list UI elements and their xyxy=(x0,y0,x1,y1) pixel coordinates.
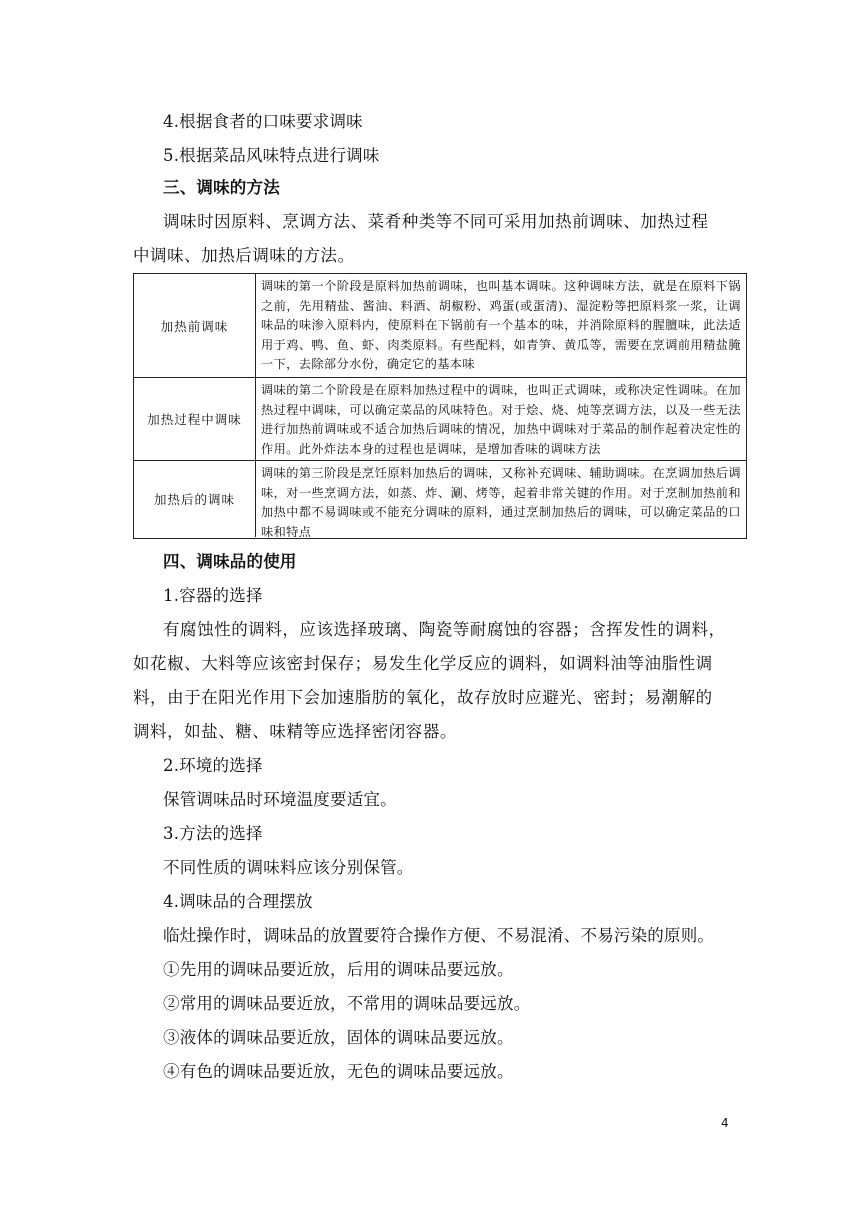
rule-item: ②常用的调味品要近放，不常用的调味品要远放。 xyxy=(163,994,531,1013)
paragraph-line: 如花椒、大料等应该密封保存；易发生化学反应的调料，如调料油等油脂性调 xyxy=(133,654,713,673)
method-name-cell: 加热前调味 xyxy=(134,274,256,377)
table-row xyxy=(134,377,746,460)
method-desc-cell: 调味的第二个阶段是在原料加热过程中的调味，也叫正式调味，或称决定性调味。在加热过程中调味，可以确定菜品的风味特色。对于烩、烧、炖等烹调方法，以及一些无法进行加热前调味或不适合加热后调味的情况，加热中调味对于菜品的制作起着决定性的作用。此外炸法本身的过程也是调味，是增加香味的调味方法 xyxy=(261,383,741,456)
section-heading: 四、调味品的使用 xyxy=(163,552,297,571)
paragraph-line: 中调味、加热后调味的方法。 xyxy=(133,246,355,265)
table-row xyxy=(134,274,746,377)
paragraph-line: 保管调味品时环境温度要适宜。 xyxy=(163,790,397,809)
paragraph-line: 不同性质的调味料应该分别保管。 xyxy=(163,858,414,877)
method-desc-cell: 调味的第一个阶段是原料加热前调味，也叫基本调味。这种调味方法，就是在原料下锅之前，先用精盐、酱油、料酒、胡椒粉、鸡蛋(或蛋清)、湿淀粉等把原料浆一浆，让调味品的味渗入原料内，使原料在下锅前有一个基本的味，并消除原料的腥膻味，此法适用于鸡、鸭、鱼、虾、肉类原料。有些配料，如青笋、黄瓜等，需要在烹调前用精盐腌一下，去除部分水份，确定它的基本味 xyxy=(261,279,741,371)
method-table xyxy=(133,273,747,539)
rule-item: ③液体的调味品要近放，固体的调味品要远放。 xyxy=(163,1028,514,1047)
paragraph-line: 调料，如盐、糖、味精等应选择密闭容器。 xyxy=(133,722,457,741)
rule-item: ④有色的调味品要近放，无色的调味品要远放。 xyxy=(163,1062,514,1081)
table-row xyxy=(134,460,746,537)
paragraph-line: 临灶操作时，调味品的放置要符合操作方便、不易混淆、不易污染的原则。 xyxy=(163,926,715,945)
method-name-cell: 加热后的调味 xyxy=(134,461,256,537)
subheading: 4.调味品的合理摆放 xyxy=(163,892,313,911)
section-heading: 三、调味的方法 xyxy=(163,178,280,197)
method-desc-cell: 调味的第三阶段是烹饪原料加热后的调味，又称补充调味、辅助调味。在烹调加热后调味，对一些烹调方法，如蒸、炸、涮、烤等，起着非常关键的作用。对于烹制加热前和加热中都不易调味或不能充分调味的原料，通过烹制加热后的调味，可以确定菜品的口味和特点 xyxy=(261,466,741,539)
rule-item: ①先用的调味品要近放，后用的调味品要远放。 xyxy=(163,960,514,979)
page-number: 4 xyxy=(721,1116,729,1130)
list-item: 4.根据食者的口味要求调味 xyxy=(163,112,363,131)
paragraph-line: 有腐蚀性的调料，应该选择玻璃、陶瓷等耐腐蚀的容器；含挥发性的调料， xyxy=(163,620,726,639)
subheading: 3.方法的选择 xyxy=(163,824,263,843)
subheading: 1.容器的选择 xyxy=(163,586,263,605)
method-name-cell: 加热过程中调味 xyxy=(134,378,256,460)
paragraph-line: 料，由于在阳光作用下会加速脂肪的氧化，故存放时应避光、密封；易潮解的 xyxy=(133,688,713,707)
subheading: 2.环境的选择 xyxy=(163,756,263,775)
paragraph-line: 调味时因原料、烹调方法、菜肴种类等不同可采用加热前调味、加热过程 xyxy=(163,212,709,231)
list-item: 5.根据菜品风味特点进行调味 xyxy=(163,146,380,165)
